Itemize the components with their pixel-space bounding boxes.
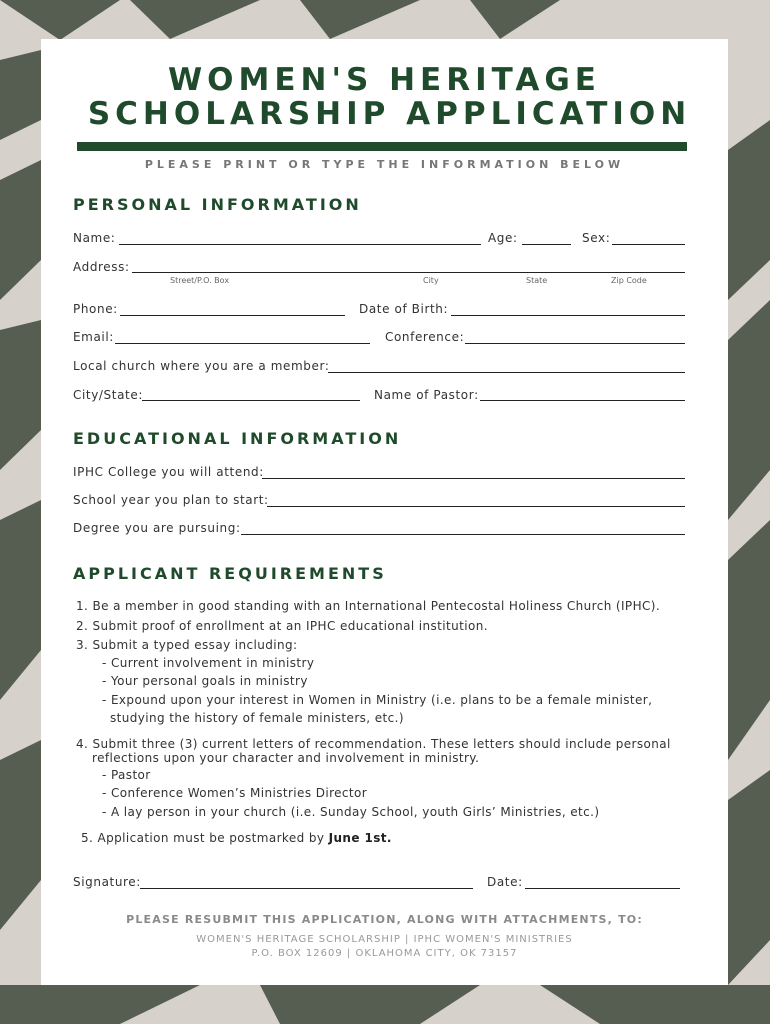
- form-title-line2: SCHOLARSHIP APPLICATION: [87, 96, 692, 132]
- form-subtitle: PLEASE PRINT OR TYPE THE INFORMATION BELOW: [144, 158, 625, 171]
- address-field[interactable]: [132, 272, 685, 273]
- section-heading-personal: PERSONAL INFORMATION: [73, 195, 362, 214]
- requirement-3-sub-1: - Current involvement in ministry: [102, 656, 315, 670]
- date-field[interactable]: [525, 888, 680, 889]
- email-field[interactable]: [115, 343, 370, 344]
- section-heading-requirements: APPLICANT REQUIREMENTS: [73, 564, 387, 583]
- requirement-4-sub-2: - Conference Women’s Ministries Director: [102, 786, 368, 800]
- conference-field[interactable]: [465, 343, 685, 344]
- dob-field[interactable]: [451, 315, 685, 316]
- date-label: Date:: [487, 875, 523, 889]
- sex-label: Sex:: [582, 231, 611, 245]
- phone-label: Phone:: [73, 302, 118, 316]
- church-label: Local church where you are a member:: [73, 359, 330, 373]
- address-hint-zip: Zip Code: [611, 276, 647, 285]
- sex-field[interactable]: [612, 244, 685, 245]
- requirement-4: 4. Submit three (3) current letters of recommendation. These letters should include personal: [76, 737, 671, 751]
- requirement-1: 1. Be a member in good standing with an International Pentecostal Holiness Church (IPHC).: [76, 599, 661, 613]
- phone-field[interactable]: [120, 315, 345, 316]
- citystate-label: City/State:: [73, 388, 143, 402]
- degree-field[interactable]: [241, 534, 685, 535]
- footer-address-line1: WOMEN'S HERITAGE SCHOLARSHIP | IPHC WOMEN'S MINISTRIES: [196, 934, 573, 945]
- requirement-4-sub-3: - A lay person in your church (i.e. Sunday School, youth Girls’ Ministries, etc.): [102, 805, 600, 819]
- conference-label: Conference:: [385, 330, 465, 344]
- age-label: Age:: [488, 231, 518, 245]
- requirement-3-sub-3: - Expound upon your interest in Women in Ministry (i.e. plans to be a female minister,: [102, 693, 653, 707]
- name-field[interactable]: [119, 244, 481, 245]
- church-field[interactable]: [328, 372, 685, 373]
- address-label: Address:: [73, 260, 130, 274]
- school-year-label: School year you plan to start:: [73, 493, 269, 507]
- college-label: IPHC College you will attend:: [73, 465, 264, 479]
- pastor-field[interactable]: [480, 400, 685, 401]
- footer-address-line2: P.O. BOX 12609 | OKLAHOMA CITY, OK 73157: [251, 948, 518, 959]
- requirement-2: 2. Submit proof of enrollment at an IPHC educational institution.: [76, 619, 488, 633]
- address-hint-city: City: [423, 276, 439, 285]
- title-underline: [77, 142, 687, 151]
- footer-heading: PLEASE RESUBMIT THIS APPLICATION, ALONG WITH ATTACHMENTS, TO:: [126, 913, 643, 926]
- application-form: [41, 39, 728, 985]
- postmark-deadline: June 1st.: [328, 831, 392, 845]
- address-hint-street: Street/P.O. Box: [170, 276, 230, 285]
- pastor-label: Name of Pastor:: [374, 388, 479, 402]
- name-label: Name:: [73, 231, 116, 245]
- requirement-4-sub-1: - Pastor: [102, 768, 151, 782]
- dob-label: Date of Birth:: [359, 302, 449, 316]
- email-label: Email:: [73, 330, 114, 344]
- degree-label: Degree you are pursuing:: [73, 521, 241, 535]
- citystate-field[interactable]: [142, 400, 360, 401]
- requirement-3-sub-3-cont: studying the history of female ministers, etc.): [110, 711, 404, 725]
- requirement-3-sub-2: - Your personal goals in ministry: [102, 674, 308, 688]
- age-field[interactable]: [522, 244, 571, 245]
- section-heading-educational: EDUCATIONAL INFORMATION: [73, 429, 402, 448]
- signature-label: Signature:: [73, 875, 141, 889]
- form-title-line1: WOMEN'S HERITAGE: [167, 62, 601, 98]
- requirement-4-cont: reflections upon your character and involvement in ministry.: [92, 751, 480, 765]
- address-hint-state: State: [526, 276, 548, 285]
- school-year-field[interactable]: [267, 506, 685, 507]
- requirement-3: 3. Submit a typed essay including:: [76, 638, 298, 652]
- college-field[interactable]: [262, 478, 685, 479]
- requirement-5-text: 5. Application must be postmarked by: [81, 831, 329, 845]
- requirement-5: [81, 831, 392, 845]
- signature-field[interactable]: [140, 888, 473, 889]
